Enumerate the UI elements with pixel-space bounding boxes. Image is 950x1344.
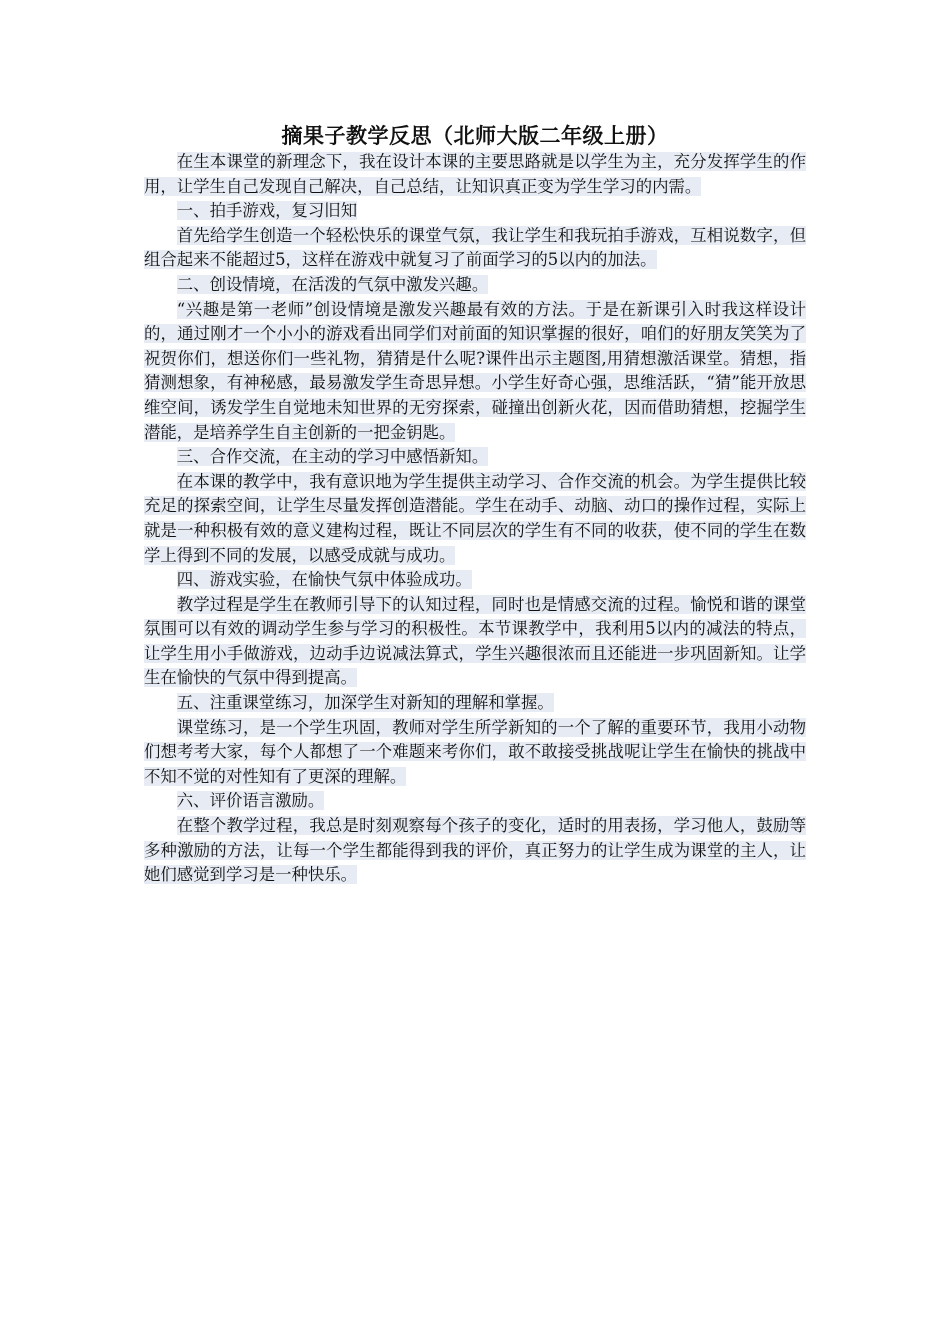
- heading-text: 一、拍手游戏，复习旧知: [176, 201, 358, 221]
- paragraph-text: “兴趣是第一老师”创设情境是激发兴趣最有效的方法。于是在新课引入时我这样设计的，通过刚才一个小小的游戏看出同学们对前面的知识掌握的很好，咱们的好朋友笑笑为了祝贺你们，想送你们一些礼物，猜猜是什么呢?课件出示主题图,用猜想激活课堂。猜想，指猜测想象，有神秘感，最易激发学生奇思异想。小学生好奇心强，思维活跃，“猜”能开放思维空间，诱发学生自觉地未知世界的无穷探索，碰撞出创新火花，因而借助猜想，挖掘学生潜能，是培养学生自主创新的一把金钥匙。: [144, 299, 806, 442]
- paragraph-text: 课堂练习，是一个学生巩固，教师对学生所学新知的一个了解的重要环节，我用小动物们想考考大家，每个人都想了一个难题来考你们，敢不敢接受挑战呢让学生在愉快的挑战中不知不觉的对性知有了更深的理解。: [144, 717, 806, 786]
- heading-text: 二、创设情境，在活泼的气氛中激发兴趣。: [176, 274, 489, 294]
- document-title: 摘果子教学反思（北师大版二年级上册）: [281, 123, 669, 148]
- paragraph-text: 教学过程是学生在教师引导下的认知过程，同时也是情感交流的过程。愉悦和谐的课堂氛围可以有效的调动学生参与学习的积极性。本节课教学中，我利用5以内的减法的特点，让学生用小手做游戏，边动手边说减法算式，学生兴趣很浓而且还能进一步巩固新知。让学生在愉快的气氛中得到提高。: [144, 594, 806, 688]
- paragraph-section-2: [144, 298, 806, 446]
- paragraph-section-5: [144, 716, 806, 790]
- paragraph-section-1: [144, 224, 806, 273]
- section-heading-5: [144, 691, 806, 716]
- section-heading-2: [144, 273, 806, 298]
- paragraph-section-6: [144, 814, 806, 888]
- section-heading-4: [144, 568, 806, 593]
- heading-text: 五、注重课堂练习，加深学生对新知的理解和掌握。: [176, 693, 554, 713]
- document-body: [144, 122, 806, 888]
- heading-text: 六、评价语言激励。: [176, 791, 325, 811]
- paragraph-section-3: [144, 470, 806, 568]
- section-heading-1: [144, 199, 806, 224]
- heading-text: 三、合作交流，在主动的学习中感悟新知。: [176, 447, 489, 467]
- paragraph-section-4: [144, 593, 806, 691]
- heading-text: 四、游戏实验，在愉快气氛中体验成功。: [176, 570, 472, 590]
- paragraph-intro: [144, 150, 806, 199]
- paragraph-text: 在本课的教学中，我有意识地为学生提供主动学习、合作交流的机会。为学生提供比较充足的探索空间，让学生尽量发挥创造潜能。学生在动手、动脑、动口的操作过程，实际上就是一种积极有效的意义建构过程，既让不同层次的学生有不同的收获，使不同的学生在数学上得到不同的发展，以感受成就与成功。: [144, 471, 806, 565]
- section-heading-6: [144, 789, 806, 814]
- paragraph-text: 首先给学生创造一个轻松快乐的课堂气氛，我让学生和我玩拍手游戏，互相说数字，但组合起来不能超过5，这样在游戏中就复习了前面学习的5以内的加法。: [144, 225, 806, 270]
- section-heading-3: [144, 445, 806, 470]
- paragraph-text: 在整个教学过程，我总是时刻观察每个孩子的变化，适时的用表扬，学习他人，鼓励等多种激励的方法，让每一个学生都能得到我的评价，真正努力的让学生成为课堂的主人，让她们感觉到学习是一种快乐。: [144, 816, 806, 885]
- paragraph-text: 在生本课堂的新理念下，我在设计本课的主要思路就是以学生为主，充分发挥学生的作用，让学生自己发现自己解决，自己总结，让知识真正变为学生学习的内需。: [144, 152, 806, 196]
